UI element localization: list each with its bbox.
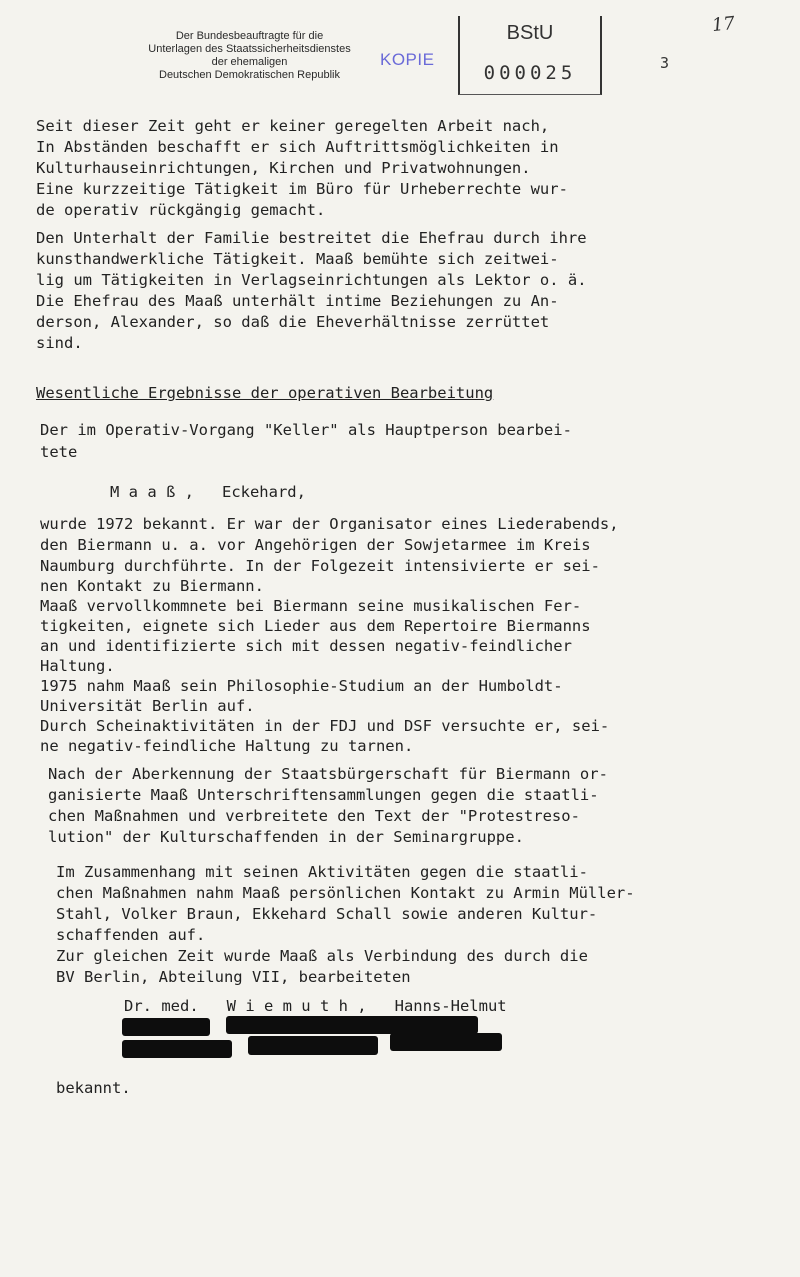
text-line: Naumburg durchführte. In der Folgezeit intensivierte er sei- (40, 557, 600, 575)
text-line: Nach der Aberkennung der Staatsbürgerschaft für Biermann or- (48, 765, 608, 783)
text-line: Seit dieser Zeit geht er keiner geregelten Arbeit nach, (36, 117, 550, 135)
text-line: chen Maßnahmen nahm Maaß persönlichen Kontakt zu Armin Müller- (56, 884, 635, 902)
redaction-bar (122, 1018, 210, 1036)
redaction-bar (390, 1033, 502, 1051)
section-heading: Wesentliche Ergebnisse der operativen Bearbeitung (36, 384, 494, 402)
text-line: ne negativ-feindliche Haltung zu tarnen. (40, 737, 414, 755)
text-line: kunsthandwerkliche Tätigkeit. Maaß bemühte sich zeitwei- (36, 250, 559, 268)
agency-line: Unterlagen des Staatssicherheitsdienstes (148, 43, 351, 55)
agency-line: Der Bundesbeauftragte für die (175, 30, 324, 42)
text-line: Der im Operativ-Vorgang "Keller" als Hauptperson bearbei- (40, 421, 572, 439)
text-line: Universität Berlin auf. (40, 697, 255, 715)
text-line: Maaß vervollkommnete bei Biermann seine musikalischen Fer- (40, 597, 582, 615)
text-line: derson, Alexander, so daß die Eheverhältnisse zerrüttet (36, 313, 550, 331)
text-line: den Biermann u. a. vor Angehörigen der Sowjetarmee im Kreis (40, 536, 591, 554)
handwritten-page-note: 17 (710, 12, 736, 37)
archive-stamp (458, 16, 602, 95)
copy-mark: KOPIE (380, 50, 435, 69)
text-line: Stahl, Volker Braun, Ekkehard Schall sowie anderen Kultur- (56, 905, 598, 923)
text-line: sind. (36, 334, 83, 352)
text-line: tigkeiten, eignete sich Lieder aus dem Repertoire Biermanns (40, 617, 591, 635)
text-line: Im Zusammenhang mit seinen Aktivitäten gegen die staatli- (56, 863, 588, 881)
redaction-bar (122, 1040, 232, 1058)
associated-person: Dr. med. W i e m u t h , Hanns-Helmut (124, 997, 507, 1015)
text-line: chen Maßnahmen und verbreitete den Text der "Protestreso- (48, 807, 580, 825)
agency-letterhead (122, 30, 377, 82)
redaction-bar (226, 1016, 478, 1034)
text-line: ganisierte Maaß Unterschriftensammlungen gegen die staatli- (48, 786, 599, 804)
text-line: tete (40, 443, 78, 461)
stamp-number: 000025 (483, 62, 577, 84)
text-line: lution" der Kulturschaffenden in der Seminargruppe. (48, 828, 524, 846)
text-line: BV Berlin, Abteilung VII, bearbeiteten (56, 968, 411, 986)
text-line: an und identifizierte sich mit dessen negativ-feindlicher (40, 637, 572, 655)
text-line: de operativ rückgängig gemacht. (36, 201, 326, 219)
page-number: 3 (660, 54, 670, 72)
text-line: Den Unterhalt der Familie bestreitet die Ehefrau durch ihre (36, 229, 587, 247)
text-line: Die Ehefrau des Maaß unterhält intime Beziehungen zu An- (36, 292, 559, 310)
text-line: Zur gleichen Zeit wurde Maaß als Verbindung des durch die (56, 947, 588, 965)
agency-line: Deutschen Demokratischen Republik (159, 69, 340, 81)
text-line: lig um Tätigkeiten in Verlagseinrichtungen als Lektor o. ä. (36, 271, 587, 289)
text-line: Haltung. (40, 657, 115, 675)
text-line: In Abständen beschafft er sich Auftrittsmöglichkeiten in (36, 138, 559, 156)
text-line: Durch Scheinaktivitäten in der FDJ und DSF versuchte er, sei- (40, 717, 610, 735)
redaction-bar (248, 1036, 378, 1055)
stamp-label: BStU (506, 22, 554, 44)
text-line: schaffenden auf. (56, 926, 206, 944)
closing-word: bekannt. (56, 1079, 131, 1097)
agency-line: der ehemaligen (211, 56, 288, 68)
text-line: nen Kontakt zu Biermann. (40, 577, 264, 595)
text-line: 1975 nahm Maaß sein Philosophie-Studium an der Humboldt- (40, 677, 563, 695)
text-line: Eine kurzzeitige Tätigkeit im Büro für Urheberrechte wur- (36, 180, 568, 198)
subject-name: M a a ß , Eckehard, (110, 483, 306, 501)
text-line: Kulturhauseinrichtungen, Kirchen und Privatwohnungen. (36, 159, 531, 177)
text-line: wurde 1972 bekannt. Er war der Organisator eines Liederabends, (40, 515, 619, 533)
